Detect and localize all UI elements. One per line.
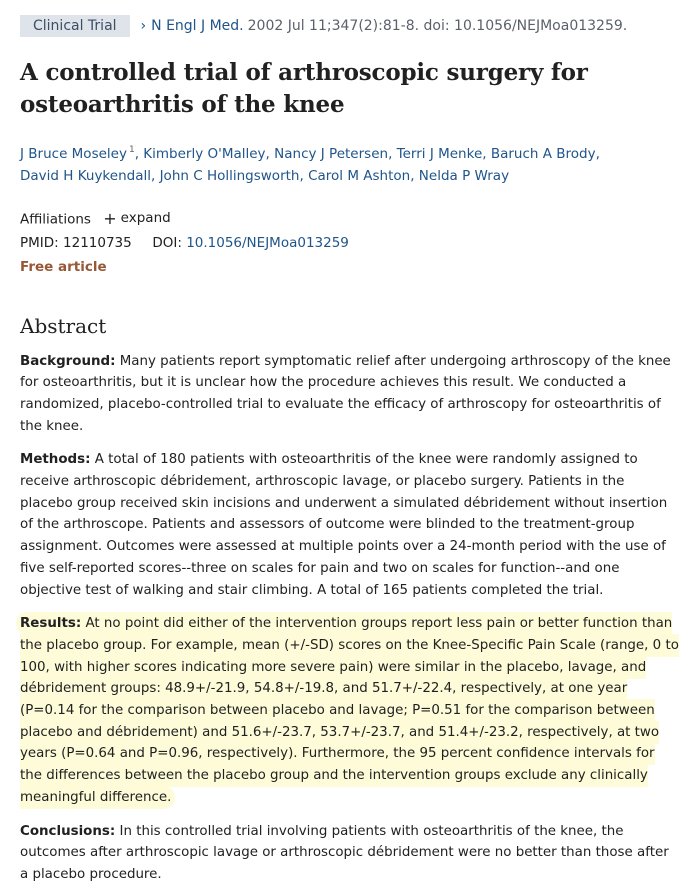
affiliation-number[interactable]: 1 — [128, 145, 135, 155]
publication-type-badge: Clinical Trial — [20, 15, 130, 37]
methods-text: A total of 180 patients with osteoarthritis of the knee were randomly assigned to receive arthroscopic débridement, arthroscopic lavage, or placebo surgery. Patients in the placebo group received skin incisions and underwent a simulated débridement without insertion of the arthroscope. Patients and assessors of outcome were blinded to the treatment-group assignment. Outcomes were assessed at multiple points over a 24-month period with the use of five self-reported scores--three on scales for pain and two on scales for function--and one objective test of walking and stair climbing. A total of 165 patients completed the trial. — [20, 452, 668, 598]
abstract-methods — [20, 449, 680, 601]
author-link[interactable]: John C Hollingsworth — [159, 168, 300, 184]
affiliations-label: Affiliations — [20, 211, 91, 228]
article-title: A controlled trial of arthroscopic surgery for osteoarthritis of the knee — [20, 59, 588, 118]
methods-label: Methods: — [20, 452, 91, 468]
author-link[interactable]: Baruch A Brody — [490, 146, 596, 162]
author-link[interactable]: Terri J Menke — [396, 146, 483, 162]
expand-affiliations-button[interactable] — [103, 207, 170, 230]
background-label: Background: — [20, 353, 116, 369]
affiliations-row — [20, 207, 680, 232]
free-article-label: Free article — [20, 258, 107, 275]
results-text: At no point did either of the intervention groups report less pain or better function than the placebo group. For example, mean (+/-SD) scores on the Knee-Specific Pain Scale (range, 0 to 100, with higher scores indicating more severe pain) were similar in the placebo, lavage, and débridement groups: 48.9+/-21.9, 54.8+/-19.8, and 51.7+/-22.4, respectively, at one year (P=0.14 for the comparison between placebo and lavage; P=0.51 for the comparison between placebo and débridement) and 51.6+/-23.7, 53.7+/-23.7, and 51.4+/-23.2, respectively, at two years (P=0.64 and P=0.96, respectively). Furthermore, the 95 percent confidence intervals for the differences between the placebo group and the intervention groups exclude any clinically meaningful difference. — [20, 616, 679, 805]
doi-link[interactable]: 10.1056/NEJMoa013259 — [186, 234, 349, 251]
pmid-value: 12110735 — [63, 234, 132, 251]
author-link[interactable]: Nancy J Petersen — [274, 146, 389, 162]
authors-list: J Bruce Moseley $^1$, Kimberly O'Malley, Nancy J Petersen, Terri J Menke, Baruch A Brody, David H Kuykendall, John C Hollingsworth, Carol M Ashton, Nelda P Wray — [20, 145, 600, 184]
conclusions-text: In this controlled trial involving patients with osteoarthritis of the knee, the outcomes after arthroscopic lavage or arthroscopic débridement were no better than those after a placebo procedure. — [20, 823, 669, 882]
author-link[interactable]: J Bruce Moseley — [20, 146, 127, 162]
doi-label: DOI: — [152, 234, 182, 251]
conclusions-label: Conclusions: — [20, 823, 116, 839]
chevron-right-icon: › — [140, 18, 147, 34]
abstract-background — [20, 351, 680, 438]
expand-label: expand — [120, 210, 171, 226]
results-label: Results: — [20, 616, 82, 632]
journal-link[interactable]: N Engl J Med. — [151, 18, 244, 34]
abstract-conclusions — [20, 821, 680, 886]
author-link[interactable]: Kimberly O'Malley — [143, 146, 266, 162]
citation-text: 2002 Jul 11;347(2):81-8. doi: 10.1056/NEJMoa013259. — [247, 18, 628, 34]
abstract-heading: Abstract — [20, 313, 107, 338]
abstract-results — [20, 613, 680, 808]
plus-icon: + — [103, 208, 117, 228]
author-link[interactable]: Nelda P Wray — [418, 168, 510, 184]
author-link[interactable]: David H Kuykendall — [20, 168, 151, 184]
results-highlight — [20, 616, 679, 805]
identifiers-row — [20, 232, 680, 255]
pmid-label: PMID: — [20, 234, 59, 251]
author-link[interactable]: Carol M Ashton — [308, 168, 411, 184]
citation-line — [20, 14, 680, 38]
article-meta — [20, 207, 680, 279]
background-text: Many patients report symptomatic relief after undergoing arthroscopy of the knee for osteoarthritis, but it is unclear how the procedure achieves this result. We conducted a randomized, placebo-controlled trial to evaluate the efficacy of arthroscopy for osteoarthritis of the knee. — [20, 353, 671, 434]
